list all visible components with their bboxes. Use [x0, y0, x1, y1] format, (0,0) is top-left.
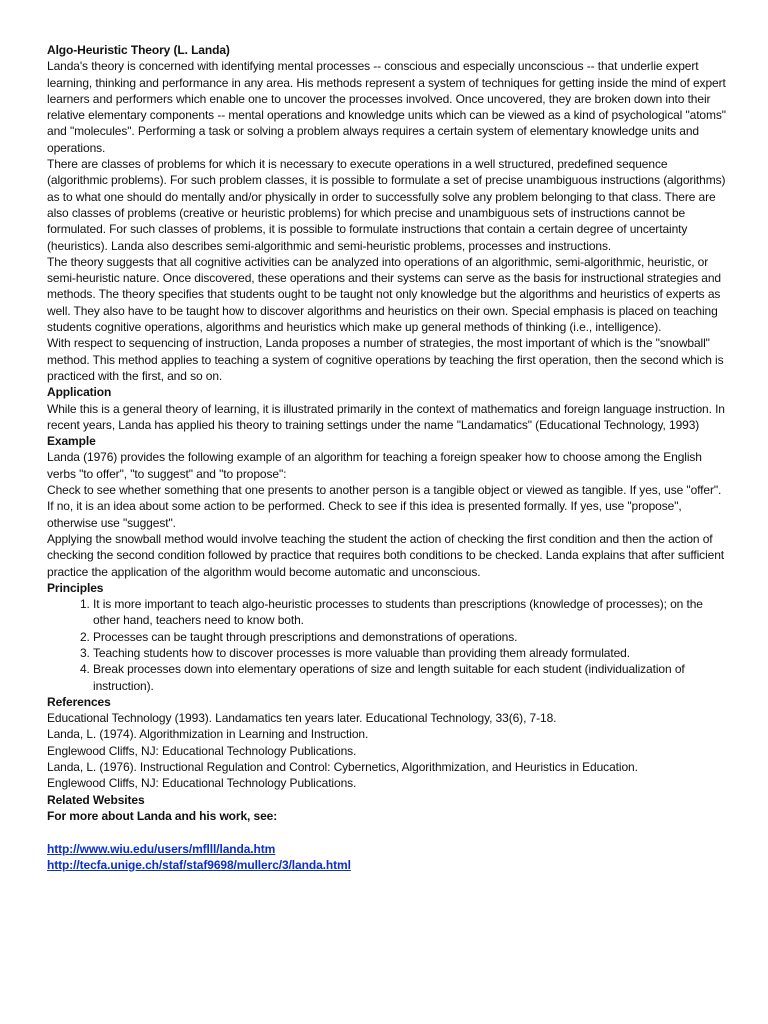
example-heading: Example [47, 434, 96, 449]
example-paragraph-intro: Landa (1976) provides the following example of an algorithm for teaching a foreign speaker how to choose among the English verbs "to offer", "to suggest" and "to propose": [47, 450, 702, 481]
spacer [47, 824, 727, 840]
paragraph-intro: Landa's theory is concerned with identifying mental processes -- conscious and especially unconscious -- that underlie expert learning, thinking and performance in any area. His methods represent a system of techniques for getting inside the mind of expert learners and performers which enable one to uncover the processes involved. Once uncovered, they are broken down into their relative elementary components -- mental operations and knowledge units which can be viewed as a kind of psychological "atoms" and "molecules". Performing a task or solving a problem always requires a certain system of elementary knowledge units and operations. [47, 59, 726, 155]
reference-line: Educational Technology (1993). Landamatics ten years later. Educational Technology, 33(6), 7-18. [47, 711, 557, 726]
paragraph-problem-classes: There are classes of problems for which it is necessary to execute operations in a well structured, predefined sequence (algorithmic problems). For such problem classes, it is possible to formulate a set of precise unambiguous instructions (algorithms) as to what one should do mentally and/or physically in order to successfully solve any problem belonging to that class. There are also classes of problems (creative or heuristic problems) for which precise and unambiguous sets of instructions cannot be formulated. For such classes of problems, it is possible to formulate instructions that contain a certain degree of uncertainty (heuristics). Landa also describes semi-algorithmic and semi-heuristic problems, processes and instructions. [47, 157, 726, 253]
references-heading: References [47, 694, 111, 709]
related-websites-heading: Related Websites [47, 792, 145, 807]
paragraph-sequencing: With respect to sequencing of instruction, Landa proposes a number of strategies, the most important of which is the "snowball" method. This method applies to teaching a system of cognitive operations by teaching the first operation, then the second which is practiced with the first, and so on. [47, 336, 724, 383]
document-title: Algo-Heuristic Theory (L. Landa) [47, 43, 230, 57]
reference-line: Englewood Cliffs, NJ: Educational Technology Publications. [47, 743, 357, 758]
reference-line: Landa, L. (1974). Algorithmization in Learning and Instruction. [47, 727, 369, 742]
application-text: While this is a general theory of learning, it is illustrated primarily in the context of mathematics and foreign language instruction. In recent years, Landa has applied his theory to training settings under the name "Landamatics" (Educational Technology, 1993) [47, 401, 725, 432]
principle-item: 4. Break processes down into elementary operations of size and length suitable for each student (individualization of instruction). [93, 661, 727, 694]
principles-list [47, 596, 727, 694]
paragraph-cognitive-activities: The theory suggests that all cognitive activities can be analyzed into operations of an algorithmic, semi-algorithmic, heuristic, or semi-heuristic nature. Once discovered, these operations and their systems can serve as the basis for instructional strategies and methods. The theory specifies that students ought to be taught not only knowledge but the algorithms and heuristics of experts as well. They also have to be taught how to discover algorithms and heuristics on their own. Special emphasis is placed on teaching students cognitive operations, algorithms and heuristics which make up general methods of thinking (i.e., intelligence). [47, 254, 722, 335]
link-wiu-landa[interactable]: http://www.wiu.edu/users/mflll/landa.htm [47, 841, 276, 856]
document-page [47, 42, 727, 873]
example-paragraph-snowball: Applying the snowball method would involve teaching the student the action of checking the first condition and then the action of checking the second condition followed by practice that requires both conditions to be checked. Landa explains that after sufficient practice the application of the algorithm would become automatic and unconscious. [47, 531, 725, 579]
principle-item: 1. It is more important to teach algo-heuristic processes to students than prescriptions (knowledge of processes); on the other hand, teachers need to know both. [93, 596, 727, 629]
reference-line: Englewood Cliffs, NJ: Educational Technology Publications. [47, 776, 357, 791]
application-heading: Application [47, 385, 112, 400]
reference-line: Landa, L. (1976). Instructional Regulation and Control: Cybernetics, Algorithmization, and Heuristics in Education. [47, 760, 638, 775]
principles-heading: Principles [47, 580, 104, 595]
related-websites-intro: For more about Landa and his work, see: [47, 808, 278, 823]
link-tecfa-landa[interactable]: http://tecfa.unige.ch/staf/staf9698/mullerc/3/landa.html [47, 857, 351, 872]
example-paragraph-algorithm: Check to see whether something that one presents to another person is a tangible object or viewed as tangible. If yes, use "offer". If no, it is an idea about some action to be performed. Check to see if this idea is presented formally. If yes, use "propose", otherwise use "suggest". [47, 483, 722, 530]
principle-item: 3. Teaching students how to discover processes is more valuable than providing them already formulated. [93, 645, 727, 661]
principle-item: 2. Processes can be taught through prescriptions and demonstrations of operations. [93, 629, 727, 645]
